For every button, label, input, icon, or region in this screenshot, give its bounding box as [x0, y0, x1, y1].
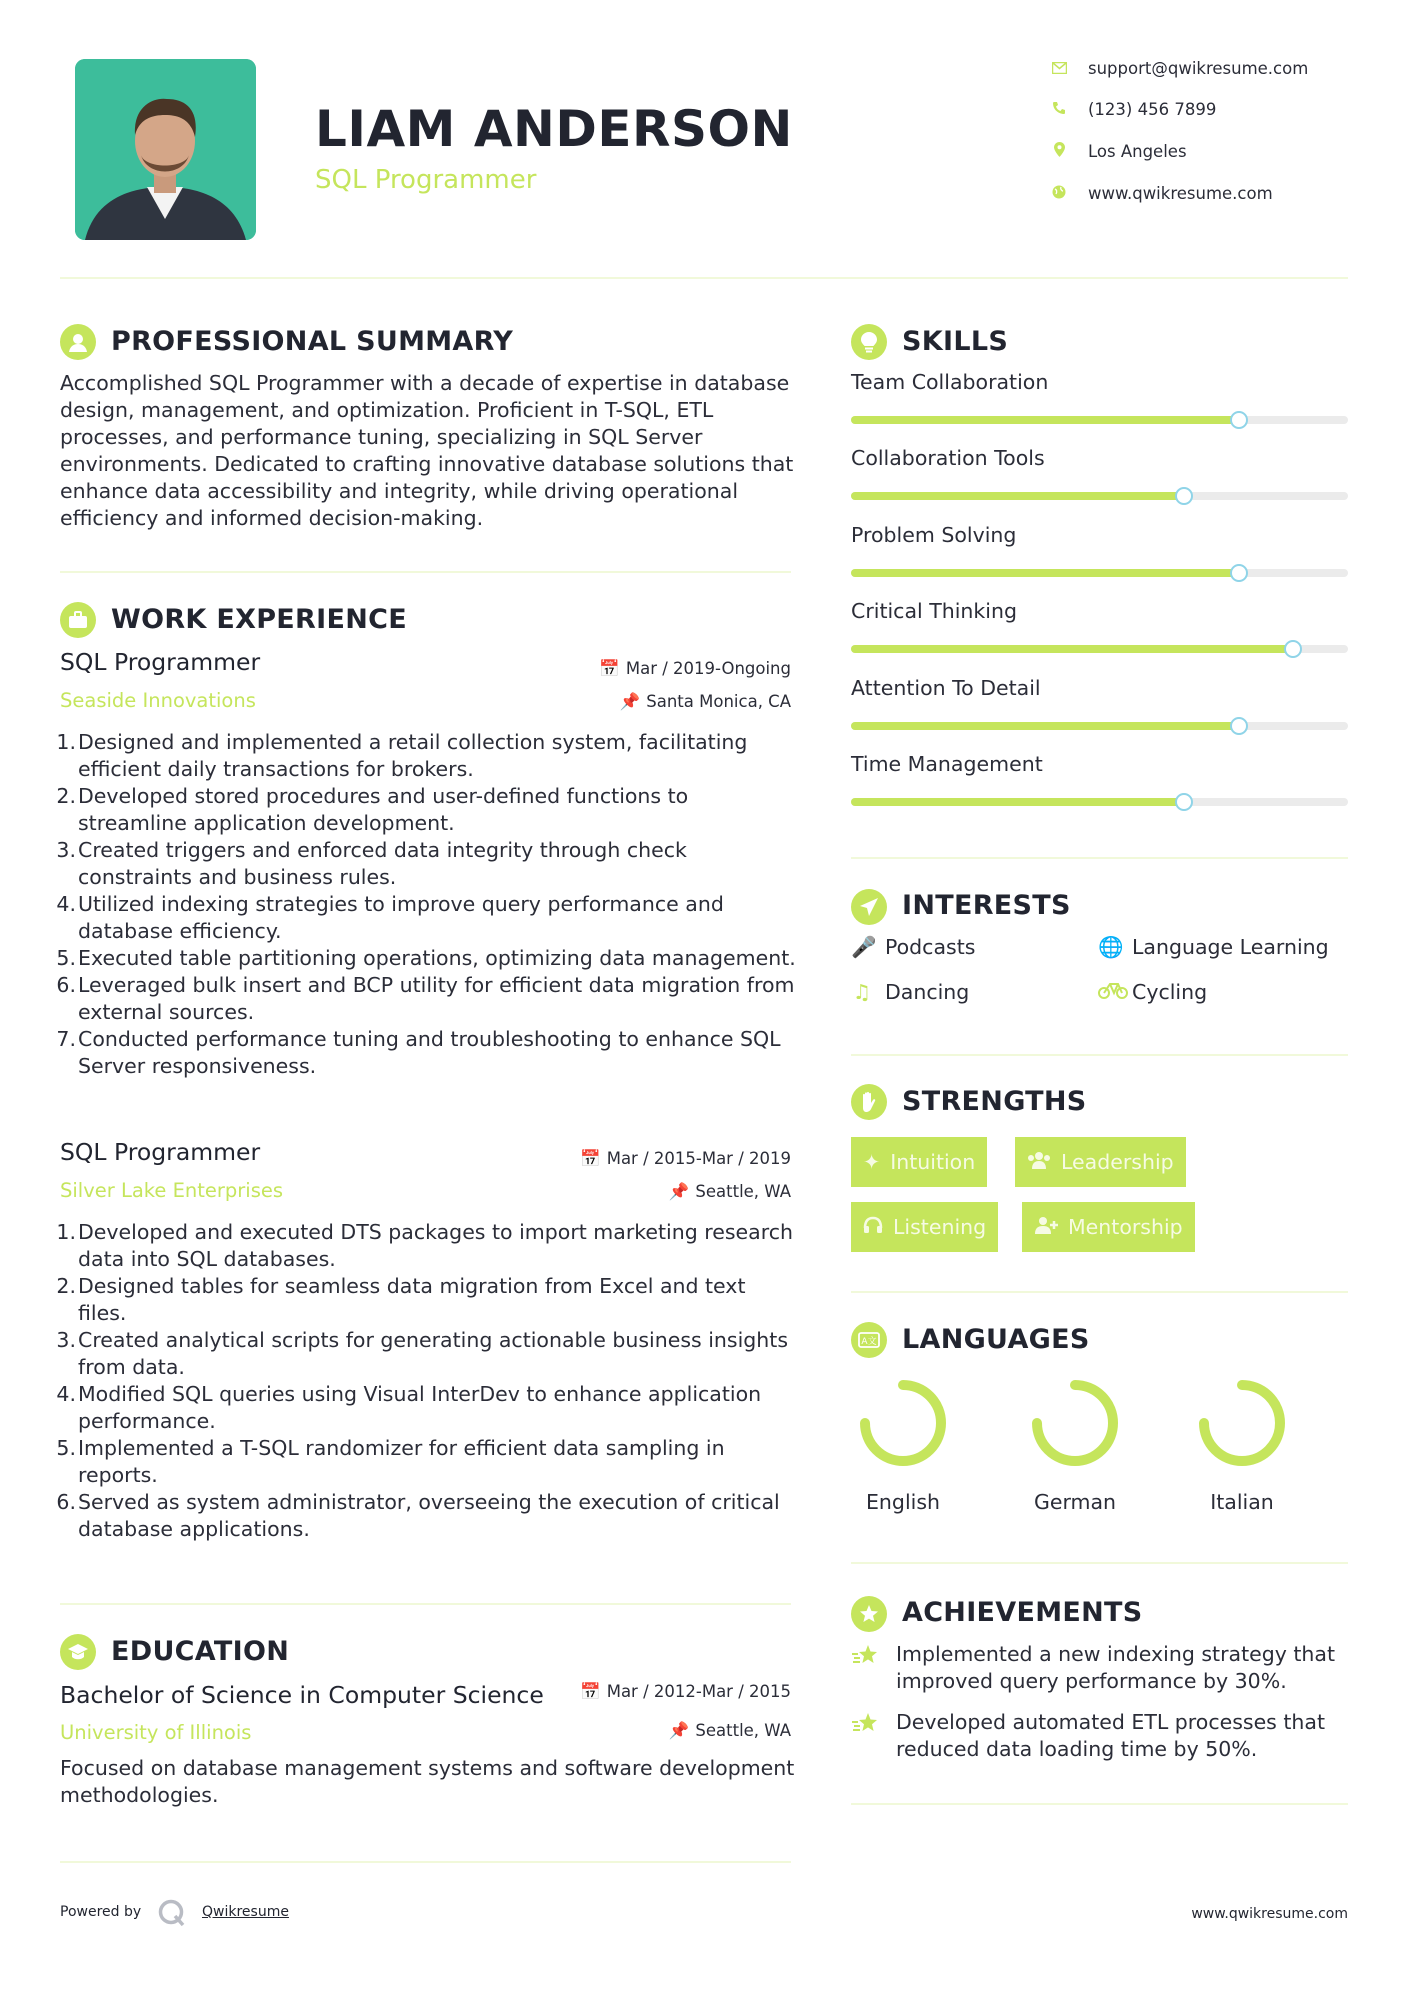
achievements-heading: ACHIEVEMENTS — [902, 1597, 1143, 1628]
skill-bar-fill — [851, 722, 1239, 730]
lightbulb-icon — [851, 324, 887, 360]
skill-bar-fill — [851, 569, 1239, 577]
qwikresume-logo-icon — [157, 1898, 187, 1932]
skill-level-knob — [1230, 411, 1248, 429]
list-item: Served as system administrator, overseeing the execution of critical database applications. — [78, 1490, 780, 1541]
languages-divider — [851, 1562, 1348, 1564]
profile-photo — [75, 59, 256, 240]
paper-plane-icon — [851, 889, 887, 925]
skill-bar-track — [851, 416, 1348, 424]
list-item: Leveraged bulk insert and BCP utility for efficient data migration from external sources. — [78, 973, 795, 1024]
hand-icon — [851, 1084, 887, 1120]
list-item: Executed table partitioning operations, optimizing data management. — [78, 946, 796, 970]
education-location: 📌 Seattle, WA — [668, 1721, 791, 1740]
achievements-divider — [851, 1803, 1348, 1805]
job-dates: 📅 Mar / 2015-Mar / 2019 — [580, 1149, 791, 1168]
footer-url[interactable]: www.qwikresume.com — [1191, 1906, 1348, 1922]
briefcase-icon — [60, 602, 96, 638]
pushpin-icon: 📌 — [668, 1721, 690, 1740]
job-title: SQL Programmer — [60, 1138, 261, 1166]
svg-text:A文: A文 — [861, 1337, 877, 1347]
star-badge-icon — [851, 1596, 887, 1632]
strength-tag: ✦ Intuition — [851, 1137, 987, 1187]
graduation-icon — [60, 1634, 96, 1670]
summary-text: Accomplished SQL Programmer with a decade of expertise in database design, management, and optimization. Proficient in T-SQL, ETL processes, and performance tuning, specializing in SQL Server environments. Dedicated to crafting innovative database solutions that enhance data accessibility and integrity, while driving operational efficiency and informed decision-making. — [60, 371, 794, 530]
skill-label: Time Management — [851, 752, 1043, 776]
education-description: Focused on database management systems and software development methodologies. — [60, 1756, 795, 1807]
skill-label: Collaboration Tools — [851, 446, 1045, 471]
calendar-icon: 📅 — [599, 659, 620, 678]
skill-bar-track — [851, 569, 1348, 577]
skill-level-knob — [1284, 640, 1302, 658]
language-ring — [1025, 1373, 1125, 1477]
skill-level-knob — [1230, 717, 1248, 735]
pushpin-icon: 📌 — [619, 692, 641, 711]
candidate-name: LIAM ANDERSON — [315, 100, 793, 158]
user-plus-icon — [1034, 1215, 1058, 1239]
experience-divider — [60, 1603, 791, 1605]
skill-level-knob — [1230, 564, 1248, 582]
contact-phone[interactable]: (123) 456 7899 — [1050, 100, 1216, 119]
company-name: Seaside Innovations — [60, 689, 256, 712]
calendar-icon: 📅 — [580, 1149, 601, 1168]
list-item: Developed stored procedures and user-defined functions to streamline application development. — [78, 784, 689, 835]
language-icon — [851, 1322, 887, 1358]
header-divider — [60, 277, 1348, 279]
skill-bar-track — [851, 492, 1348, 500]
skill-bar-track — [851, 722, 1348, 730]
job-location: 📌 Santa Monica, CA — [619, 692, 791, 711]
candidate-title: SQL Programmer — [315, 165, 537, 195]
skill-bar-fill — [851, 416, 1239, 424]
interests-divider — [851, 1054, 1348, 1056]
pushpin-icon: 📌 — [668, 1182, 690, 1201]
achievement-item: Implemented a new indexing strategy that improved query performance by 30%. — [851, 1641, 1351, 1695]
strengths-divider — [851, 1291, 1348, 1293]
list-item: Created triggers and enforced data integrity through check constraints and business rules. — [78, 838, 687, 889]
list-item: Conducted performance tuning and troubleshooting to enhance SQL Server responsiveness. — [78, 1027, 781, 1078]
skill-level-knob — [1175, 487, 1193, 505]
footer-divider — [60, 1861, 791, 1863]
users-icon — [1027, 1150, 1051, 1174]
skills-divider — [851, 857, 1348, 859]
job-responsibilities — [60, 1219, 800, 1543]
user-icon — [60, 324, 96, 360]
skill-row — [851, 523, 1348, 583]
skill-bar-fill — [851, 492, 1184, 500]
skill-bar-fill — [851, 645, 1293, 653]
job-title: SQL Programmer — [60, 648, 261, 676]
interest-item: ♫ Dancing — [852, 980, 970, 1004]
map-pin-icon — [1050, 142, 1068, 161]
education-heading: EDUCATION — [111, 1636, 290, 1667]
company-name: Silver Lake Enterprises — [60, 1179, 284, 1202]
summary-heading: PROFESSIONAL SUMMARY — [111, 326, 514, 357]
list-item: Created analytical scripts for generating actionable business insights from data. — [78, 1328, 789, 1379]
powered-by-label: Powered by — [60, 1904, 142, 1920]
strengths-heading: STRENGTHS — [902, 1086, 1087, 1117]
star-icon — [851, 1643, 881, 1673]
job-responsibilities — [60, 729, 800, 1080]
languages-heading: LANGUAGES — [902, 1324, 1090, 1355]
language-name: Italian — [1210, 1490, 1274, 1514]
skill-label: Team Collaboration — [851, 370, 1049, 394]
envelope-icon — [1050, 59, 1068, 78]
strength-tag: Leadership — [1015, 1137, 1186, 1187]
skill-row — [851, 370, 1348, 430]
skill-bar-track — [851, 798, 1348, 806]
globe-icon — [1050, 184, 1068, 203]
interest-item: Cycling — [1098, 980, 1207, 1004]
language-ring — [853, 1373, 953, 1477]
interests-heading: INTERESTS — [902, 890, 1071, 921]
strength-tag: Mentorship — [1022, 1202, 1195, 1252]
achievement-item: Developed automated ETL processes that reduced data loading time by 50%. — [851, 1709, 1351, 1763]
interest-item: 🎤 Podcasts — [851, 935, 976, 959]
list-item: Modified SQL queries using Visual InterDev to enhance application performance. — [78, 1382, 762, 1433]
skill-label: Attention To Detail — [851, 675, 1041, 700]
language-name: English — [865, 1490, 941, 1514]
music-note-icon: ♫ — [852, 980, 872, 1004]
language-ring — [1192, 1373, 1292, 1477]
star-icon — [851, 1711, 881, 1741]
list-item: Developed and executed DTS packages to import marketing research data into SQL databases. — [78, 1220, 793, 1271]
skill-label: Problem Solving — [851, 522, 1017, 547]
strength-tag: Listening — [851, 1202, 998, 1252]
qwikresume-link[interactable]: Qwikresume — [202, 1904, 289, 1920]
list-item: Designed and implemented a retail collection system, facilitating efficient daily transactions for brokers. — [78, 730, 748, 781]
contact-website[interactable]: www.qwikresume.com — [1050, 184, 1273, 203]
list-item: Implemented a T-SQL randomizer for efficient data sampling in reports. — [78, 1436, 725, 1487]
interest-item: 🌐 Language Learning — [1098, 935, 1329, 959]
skill-row — [851, 446, 1348, 506]
language-name: German — [1033, 1490, 1117, 1514]
education-dates: 📅 Mar / 2012-Mar / 2015 — [580, 1682, 791, 1701]
bicycle-icon — [1098, 980, 1120, 1004]
skill-bar-fill — [851, 798, 1184, 806]
microphone-icon: 🎤 — [851, 935, 877, 959]
magic-wand-icon: ✦ — [863, 1150, 881, 1174]
list-item: Utilized indexing strategies to improve query performance and database efficiency. — [78, 892, 724, 943]
degree-title: Bachelor of Science in Computer Science — [60, 1681, 544, 1709]
contact-email[interactable]: support@qwikresume.com — [1050, 59, 1308, 78]
skill-label: Critical Thinking — [851, 599, 1017, 624]
skill-level-knob — [1175, 793, 1193, 811]
phone-icon — [1050, 100, 1068, 119]
job-location: 📌 Seattle, WA — [668, 1182, 791, 1201]
list-item: Designed tables for seamless data migration from Excel and text files. — [78, 1274, 746, 1325]
school-name: University of Illinois — [60, 1721, 252, 1744]
skill-bar-track — [851, 645, 1348, 653]
skill-row — [851, 752, 1348, 812]
skills-heading: SKILLS — [902, 326, 1009, 357]
calendar-icon: 📅 — [580, 1682, 601, 1701]
skill-row — [851, 676, 1348, 736]
job-dates: 📅 Mar / 2019-Ongoing — [599, 659, 791, 678]
globe-icon: 🌐 — [1098, 935, 1124, 959]
experience-heading: WORK EXPERIENCE — [111, 604, 407, 635]
headphones-icon — [863, 1215, 883, 1239]
contact-location: Los Angeles — [1050, 142, 1187, 161]
summary-divider — [60, 571, 791, 573]
skill-row — [851, 599, 1348, 659]
